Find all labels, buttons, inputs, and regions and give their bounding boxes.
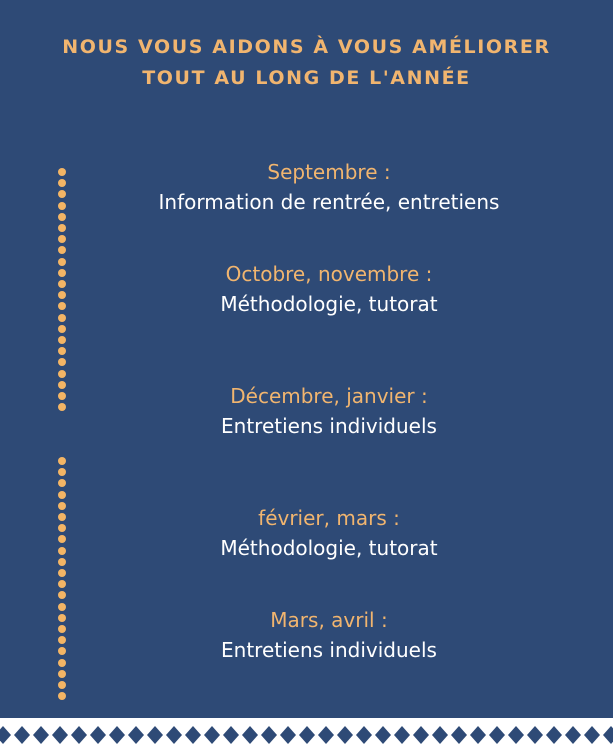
timeline-dot <box>58 235 66 243</box>
timeline-description: Méthodologie, tutorat <box>220 536 438 560</box>
timeline-dot <box>58 681 66 689</box>
timeline-dot <box>58 625 66 633</box>
title-line-1: NOUS VOUS AIDONS À VOUS AMÉLIORER <box>62 36 551 58</box>
timeline-dot <box>58 347 66 355</box>
timeline-entry-september <box>90 157 568 217</box>
timeline-dot <box>58 580 66 588</box>
timeline-dot <box>58 202 66 210</box>
timeline-dot <box>58 535 66 543</box>
timeline-description: Entretiens individuels <box>221 638 437 662</box>
timeline-period: Octobre, novembre : <box>225 262 433 286</box>
timeline-dot <box>58 547 66 555</box>
timeline-dot <box>58 336 66 344</box>
timeline-dot <box>58 614 66 622</box>
timeline-entry-december-january <box>90 381 568 441</box>
timeline-description: Méthodologie, tutorat <box>220 292 438 316</box>
timeline-period: février, mars : <box>258 506 400 530</box>
timeline-dot <box>58 479 66 487</box>
timeline-dot <box>58 246 66 254</box>
timeline-dot <box>58 524 66 532</box>
timeline-dot <box>58 636 66 644</box>
timeline-dot <box>58 392 66 400</box>
diamond-border-decoration <box>0 718 613 748</box>
timeline-dot <box>58 502 66 510</box>
timeline-dot <box>58 647 66 655</box>
timeline-dot <box>58 370 66 378</box>
timeline-dot <box>58 325 66 333</box>
timeline-dot <box>58 358 66 366</box>
dotted-timeline-line <box>58 0 68 748</box>
timeline-dot <box>58 670 66 678</box>
timeline-dot <box>58 213 66 221</box>
timeline-entry-march-april <box>90 605 568 665</box>
timeline-dot <box>58 381 66 389</box>
timeline-dot <box>58 513 66 521</box>
timeline-dot <box>58 603 66 611</box>
timeline-dot <box>58 468 66 476</box>
timeline-dot <box>58 302 66 310</box>
timeline-dot <box>58 179 66 187</box>
timeline-entry-october-november <box>90 259 568 319</box>
timeline-dot <box>58 692 66 700</box>
timeline-description: Entretiens individuels <box>221 414 437 438</box>
timeline-dot <box>58 491 66 499</box>
timeline-period: Décembre, janvier : <box>230 384 428 408</box>
timeline-dot <box>58 168 66 176</box>
timeline-dot <box>58 659 66 667</box>
timeline-dot <box>58 269 66 277</box>
timeline-period: Septembre : <box>267 160 391 184</box>
timeline-dot <box>58 314 66 322</box>
timeline-dot <box>58 291 66 299</box>
timeline-dot <box>58 190 66 198</box>
page-title <box>0 32 613 94</box>
timeline-dot <box>58 224 66 232</box>
timeline-period: Mars, avril : <box>270 608 388 632</box>
timeline-dot <box>58 591 66 599</box>
timeline-dot <box>58 403 66 411</box>
timeline-dot <box>58 569 66 577</box>
timeline-entry-february-march <box>90 503 568 563</box>
timeline-description: Information de rentrée, entretiens <box>158 190 500 214</box>
timeline-dot <box>58 558 66 566</box>
timeline-dot <box>58 258 66 266</box>
timeline-dot <box>58 280 66 288</box>
timeline-dot <box>58 457 66 465</box>
title-line-2: TOUT AU LONG DE L'ANNÉE <box>142 67 471 89</box>
